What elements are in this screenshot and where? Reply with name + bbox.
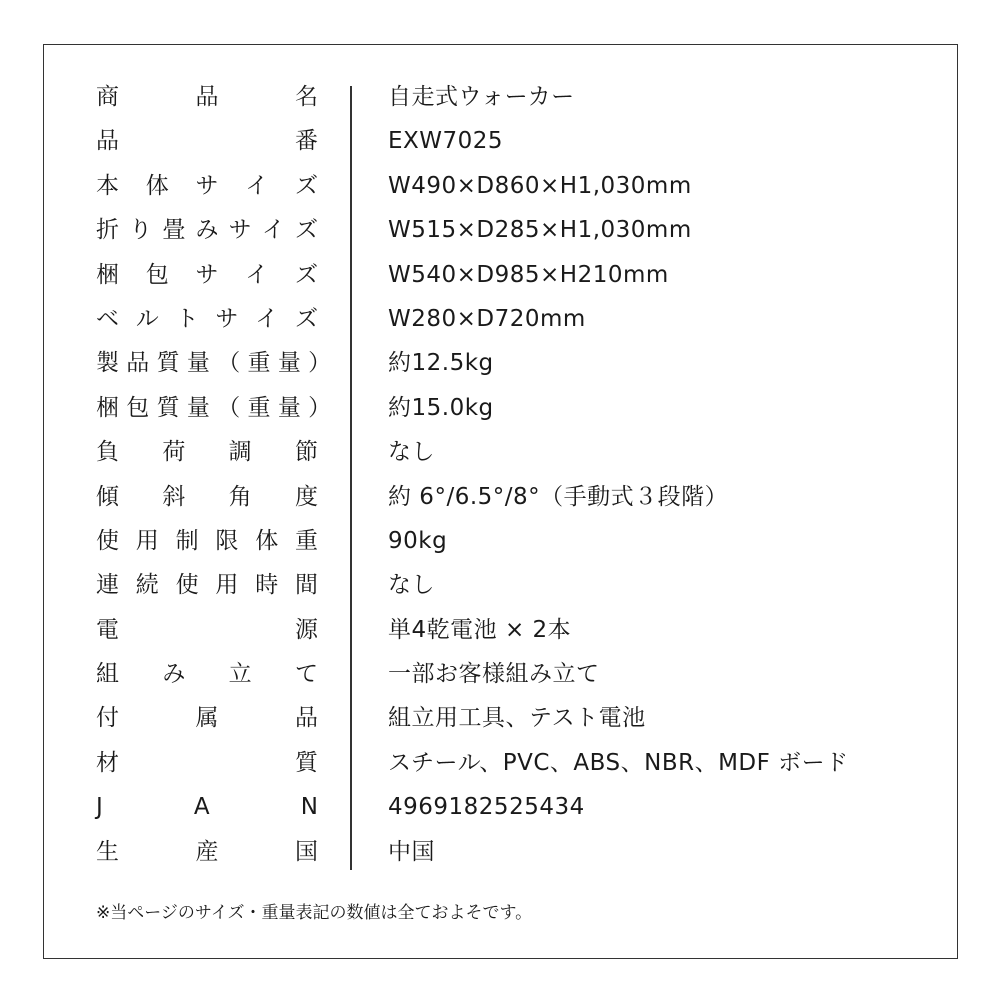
- spec-row-jan: [0, 785, 1001, 829]
- spec-label: 折 り 畳 み サ イ ズ: [96, 217, 318, 244]
- spec-row-model-number: [0, 119, 1001, 163]
- spec-row-power-source: [0, 608, 1001, 652]
- spec-row-country-of-origin: [0, 830, 1001, 874]
- spec-value: 一部お客様組み立て: [388, 661, 600, 688]
- spec-row-body-size: [0, 164, 1001, 208]
- spec-row-continuous-use: [0, 563, 1001, 607]
- spec-value: W490×D860×H1,030mm: [388, 172, 692, 199]
- spec-label: 梱 包 サ イ ズ: [96, 261, 318, 288]
- spec-row-belt-size: [0, 297, 1001, 341]
- spec-row-package-size: [0, 253, 1001, 297]
- spec-label: ベ ル ト サ イ ズ: [96, 305, 318, 332]
- spec-label: 品 番: [96, 128, 318, 155]
- spec-value: なし: [388, 572, 435, 599]
- spec-value: W280×D720mm: [388, 305, 586, 332]
- spec-label: 製 品 質 量 （ 重 量 ）: [96, 350, 332, 377]
- spec-label: 材 質: [96, 749, 318, 776]
- spec-value: 単4乾電池 × 2本: [388, 616, 572, 643]
- spec-value: EXW7025: [388, 128, 504, 155]
- spec-value: スチール、PVC、ABS、NBR、MDF ボード: [388, 749, 849, 776]
- spec-value: 4969182525434: [388, 794, 585, 821]
- spec-label: 本 体 サ イ ズ: [96, 172, 318, 199]
- spec-value: 90kg: [388, 527, 448, 554]
- spec-label: 梱 包 質 量 （ 重 量 ）: [96, 394, 332, 421]
- spec-value: 自走式ウォーカー: [388, 84, 575, 110]
- footnote: ※当ページのサイズ・重量表記の数値は全ておよそです。: [96, 903, 533, 923]
- spec-label: 組 み 立 て: [96, 661, 318, 688]
- spec-label: 商 品 名: [96, 84, 318, 110]
- spec-label: 傾 斜 角 度: [96, 483, 318, 510]
- spec-row-incline-angle: [0, 475, 1001, 519]
- spec-value: なし: [388, 439, 435, 466]
- spec-table: [0, 75, 1001, 874]
- spec-row-assembly: [0, 652, 1001, 696]
- spec-row-weight-limit: [0, 519, 1001, 563]
- spec-value: 組立用工具、テスト電池: [388, 705, 646, 732]
- spec-row-package-weight: [0, 386, 1001, 430]
- spec-label: 付 属 品: [96, 705, 318, 732]
- spec-value: W515×D285×H1,030mm: [388, 217, 692, 244]
- spec-row-load-adjustment: [0, 430, 1001, 474]
- spec-label: 使 用 制 限 体 重: [96, 527, 318, 554]
- spec-row-accessories: [0, 696, 1001, 740]
- spec-value: 中国: [388, 838, 435, 865]
- spec-row-material: [0, 741, 1001, 785]
- spec-label: J A N: [96, 794, 318, 821]
- spec-value: 約12.5kg: [388, 350, 494, 377]
- spec-label: 負 荷 調 節: [96, 439, 318, 466]
- spec-label: 連 続 使 用 時 間: [96, 572, 318, 599]
- spec-value: W540×D985×H210mm: [388, 261, 669, 288]
- spec-row-product-name: [0, 75, 1001, 119]
- spec-label: 生 産 国: [96, 838, 318, 865]
- spec-row-product-weight: [0, 341, 1001, 385]
- spec-row-folded-size: [0, 208, 1001, 252]
- spec-value: 約15.0kg: [388, 394, 494, 421]
- spec-label: 電 源: [96, 616, 318, 643]
- spec-value: 約 6°/6.5°/8°（手動式３段階）: [388, 483, 729, 510]
